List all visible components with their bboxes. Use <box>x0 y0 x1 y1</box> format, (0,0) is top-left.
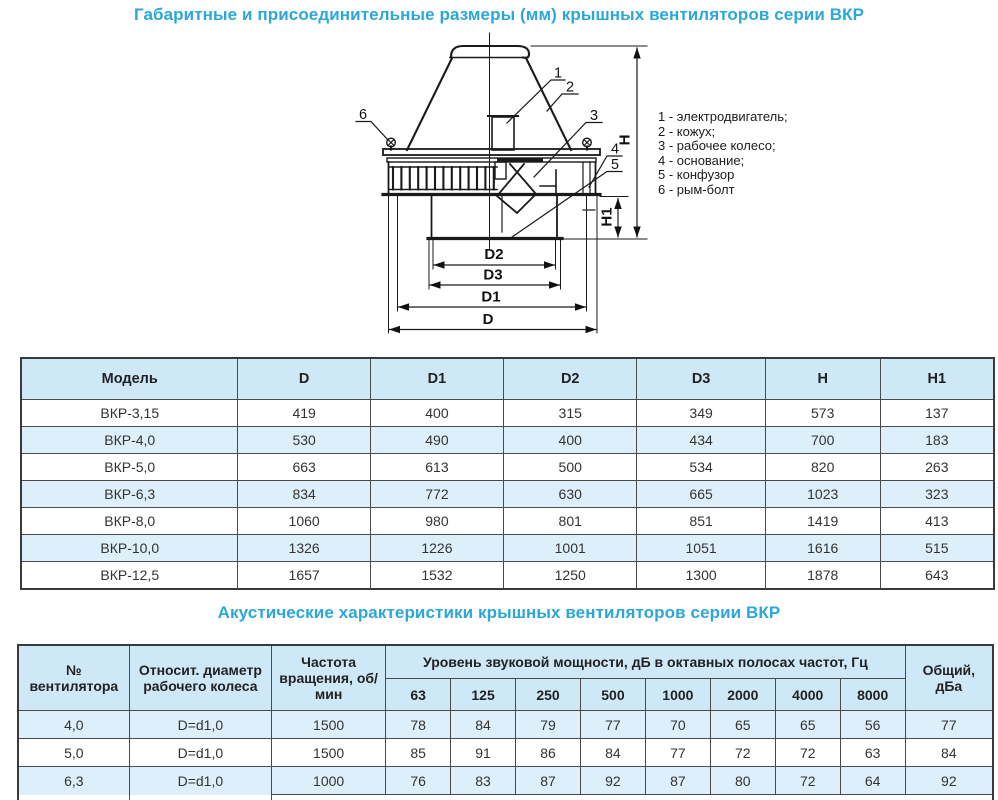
column-header: D2 <box>504 358 637 400</box>
dim-label-d1: D1 <box>481 288 501 306</box>
louver-slats <box>393 167 494 190</box>
table-cell: 1657 <box>238 562 370 590</box>
table-row <box>21 400 994 427</box>
table-cell: 80 <box>710 767 775 795</box>
callout-1: 1 <box>554 65 563 82</box>
callout-leaders <box>356 80 622 237</box>
table-cell: 323 <box>880 481 994 508</box>
table-cell: 72 <box>710 739 775 767</box>
callout-5: 5 <box>611 157 620 173</box>
callout-4: 4 <box>611 141 620 158</box>
dim-label-d2: D2 <box>484 246 504 263</box>
table-cell: 70 <box>645 711 710 739</box>
table-cell: 1616 <box>765 535 880 562</box>
table-cell: 1500 <box>272 739 386 767</box>
table-cell: D=d1,0 <box>129 711 271 739</box>
table-cell: 64 <box>840 767 905 795</box>
legend-item: 1 - электродвигатель; <box>658 109 788 124</box>
table-continuation-stub <box>18 795 993 800</box>
table-row <box>18 767 993 795</box>
table-cell: ВКР-4,0 <box>21 427 238 454</box>
dimensions-table <box>20 357 995 590</box>
table-cell: 980 <box>370 508 503 535</box>
table-cell: 643 <box>880 562 994 590</box>
table-cell: 65 <box>710 711 775 739</box>
table-cell: 65 <box>775 711 840 739</box>
top-plate <box>383 149 600 155</box>
table-cell: 85 <box>386 739 451 767</box>
table-cell: 84 <box>451 711 516 739</box>
sound-power-group-header: Уровень звуковой мощности, дБ в октавных полосах частот, Гц <box>386 645 906 679</box>
eye-bolt-left <box>387 138 396 149</box>
eye-bolt-right <box>583 138 592 149</box>
table-cell: 534 <box>637 454 765 481</box>
table-cell: 56 <box>840 711 905 739</box>
table-cell: ВКР-6,3 <box>21 481 238 508</box>
legend-item: 3 - рабочее колесо; <box>658 138 776 154</box>
table-cell: 86 <box>516 739 581 767</box>
page-title-acoustics: Акустические характеристики крышных вентиляторов серии ВКР <box>217 603 781 622</box>
frequency-column-header: 125 <box>451 679 516 711</box>
column-header: D <box>238 358 370 400</box>
column-header: H <box>765 358 880 400</box>
table-cell: 772 <box>370 481 503 508</box>
callout-6: 6 <box>359 107 368 123</box>
table-cell: 263 <box>880 454 994 481</box>
column-header: D3 <box>637 358 765 400</box>
table-cell: 419 <box>238 400 370 427</box>
motor-body <box>492 117 514 150</box>
table-cell: 515 <box>880 535 994 562</box>
table-cell: 137 <box>880 400 994 427</box>
table-cell: 630 <box>504 481 637 508</box>
frequency-column-header: 2000 <box>710 679 775 711</box>
table-row <box>21 508 994 535</box>
total-level-header: Общий, дБа <box>905 645 993 711</box>
table-cell: D=d1,0 <box>129 767 271 795</box>
table-cell: 1023 <box>765 481 880 508</box>
legend-item: 5 - конфузор <box>658 167 735 183</box>
table-cell: 573 <box>765 400 880 427</box>
table-cell: 78 <box>386 711 451 739</box>
dimensions-table-wrap <box>20 357 995 590</box>
table-cell: 400 <box>504 427 637 454</box>
frequency-column-header: 63 <box>386 679 451 711</box>
impeller-blades <box>497 164 536 213</box>
table-cell: 84 <box>905 739 993 767</box>
table-cell: 183 <box>880 427 994 454</box>
acoustic-table <box>17 644 994 800</box>
fan-number-header: № вентилятора <box>18 645 129 711</box>
table-cell: 490 <box>370 427 503 454</box>
frequency-column-header: 1000 <box>645 679 710 711</box>
table-cell: 1060 <box>238 508 370 535</box>
table-cell: 530 <box>238 427 370 454</box>
dim-label-d: D <box>482 311 494 328</box>
table-cell: ВКР-5,0 <box>21 454 238 481</box>
column-header: D1 <box>370 358 503 400</box>
callout-3: 3 <box>590 108 599 124</box>
table-cell: 91 <box>451 739 516 767</box>
table-cell: 1419 <box>765 508 880 535</box>
dim-label-h1: H1 <box>598 207 616 227</box>
rotation-speed-header: Частота вращения, об/мин <box>272 645 386 711</box>
legend-item: 2 - кожух; <box>658 123 716 139</box>
table-cell: 1300 <box>637 562 765 590</box>
table-cell: 851 <box>637 508 765 535</box>
table-cell: 315 <box>504 400 637 427</box>
table-cell: 1000 <box>272 767 386 795</box>
table-cell: 76 <box>386 767 451 795</box>
table-cell: 72 <box>775 739 840 767</box>
stub-cell <box>272 795 993 800</box>
dimensions-table-header-row <box>21 358 994 400</box>
stub-cell <box>18 795 129 800</box>
table-cell: ВКР-10,0 <box>21 535 238 562</box>
frequency-column-header: 250 <box>516 679 581 711</box>
table-row <box>18 739 993 767</box>
table-cell: 4,0 <box>18 711 129 739</box>
table-cell: 5,0 <box>18 739 129 767</box>
page-title-dimensions: Габаритные и присоединительные размеры (мм) крышных вентиляторов серии ВКР <box>133 5 865 24</box>
table-cell: 92 <box>580 767 645 795</box>
table-cell: 6,3 <box>18 767 129 795</box>
impeller-top-disc <box>497 158 543 163</box>
shaft-channel <box>495 162 506 179</box>
table-cell: 87 <box>645 767 710 795</box>
acoustic-table-wrap <box>17 644 994 800</box>
table-row <box>21 427 994 454</box>
table-cell: 1001 <box>504 535 637 562</box>
table-cell: 1500 <box>272 711 386 739</box>
table-row <box>21 481 994 508</box>
table-cell: 820 <box>765 454 880 481</box>
stub-cell <box>129 795 271 800</box>
fan-technical-drawing <box>0 0 998 352</box>
table-cell: 1226 <box>370 535 503 562</box>
table-cell: D=d1,0 <box>129 739 271 767</box>
table-cell: 400 <box>370 400 503 427</box>
table-row <box>18 711 993 739</box>
table-cell: 1326 <box>238 535 370 562</box>
second-plate <box>387 158 596 162</box>
table-cell: 77 <box>580 711 645 739</box>
cap-outline <box>451 46 529 58</box>
table-cell: 1878 <box>765 562 880 590</box>
frequency-column-header: 4000 <box>775 679 840 711</box>
impeller-diameter-header: Относит. диаметр рабочего колеса <box>129 645 271 711</box>
table-cell: 1532 <box>370 562 503 590</box>
dim-label-d3: D3 <box>483 266 503 284</box>
table-cell: 63 <box>840 739 905 767</box>
table-cell: 349 <box>637 400 765 427</box>
table-cell: 434 <box>637 427 765 454</box>
table-row <box>21 535 994 562</box>
table-cell: 613 <box>370 454 503 481</box>
table-cell: 83 <box>451 767 516 795</box>
table-cell: 1250 <box>504 562 637 590</box>
cowl-right-edge <box>526 58 571 150</box>
table-cell: ВКР-12,5 <box>21 562 238 590</box>
frequency-column-header: 500 <box>580 679 645 711</box>
acoustic-header-row-1 <box>18 645 993 679</box>
table-cell: 92 <box>905 767 993 795</box>
column-header: H1 <box>880 358 994 400</box>
table-cell: ВКР-8,0 <box>21 508 238 535</box>
table-cell: 801 <box>504 508 637 535</box>
table-cell: 1051 <box>637 535 765 562</box>
table-cell: 500 <box>504 454 637 481</box>
table-cell: 665 <box>637 481 765 508</box>
table-cell: 700 <box>765 427 880 454</box>
table-cell: ВКР-3,15 <box>21 400 238 427</box>
table-cell: 77 <box>905 711 993 739</box>
table-cell: 77 <box>645 739 710 767</box>
table-row <box>21 454 994 481</box>
legend-item: 4 - основание; <box>658 152 745 168</box>
table-cell: 834 <box>238 481 370 508</box>
parts-legend <box>658 110 788 198</box>
dim-label-h: H <box>616 134 634 146</box>
table-row <box>21 562 994 590</box>
cowl-left-edge <box>407 58 452 150</box>
callout-2: 2 <box>566 79 575 96</box>
legend-item: 6 - рым-болт <box>658 181 735 197</box>
column-header: Модель <box>21 358 238 400</box>
table-cell: 72 <box>775 767 840 795</box>
table-cell: 663 <box>238 454 370 481</box>
table-cell: 413 <box>880 508 994 535</box>
table-cell: 84 <box>580 739 645 767</box>
extension-lines <box>389 46 648 333</box>
frequency-column-header: 8000 <box>840 679 905 711</box>
table-cell: 87 <box>516 767 581 795</box>
table-cell: 79 <box>516 711 581 739</box>
